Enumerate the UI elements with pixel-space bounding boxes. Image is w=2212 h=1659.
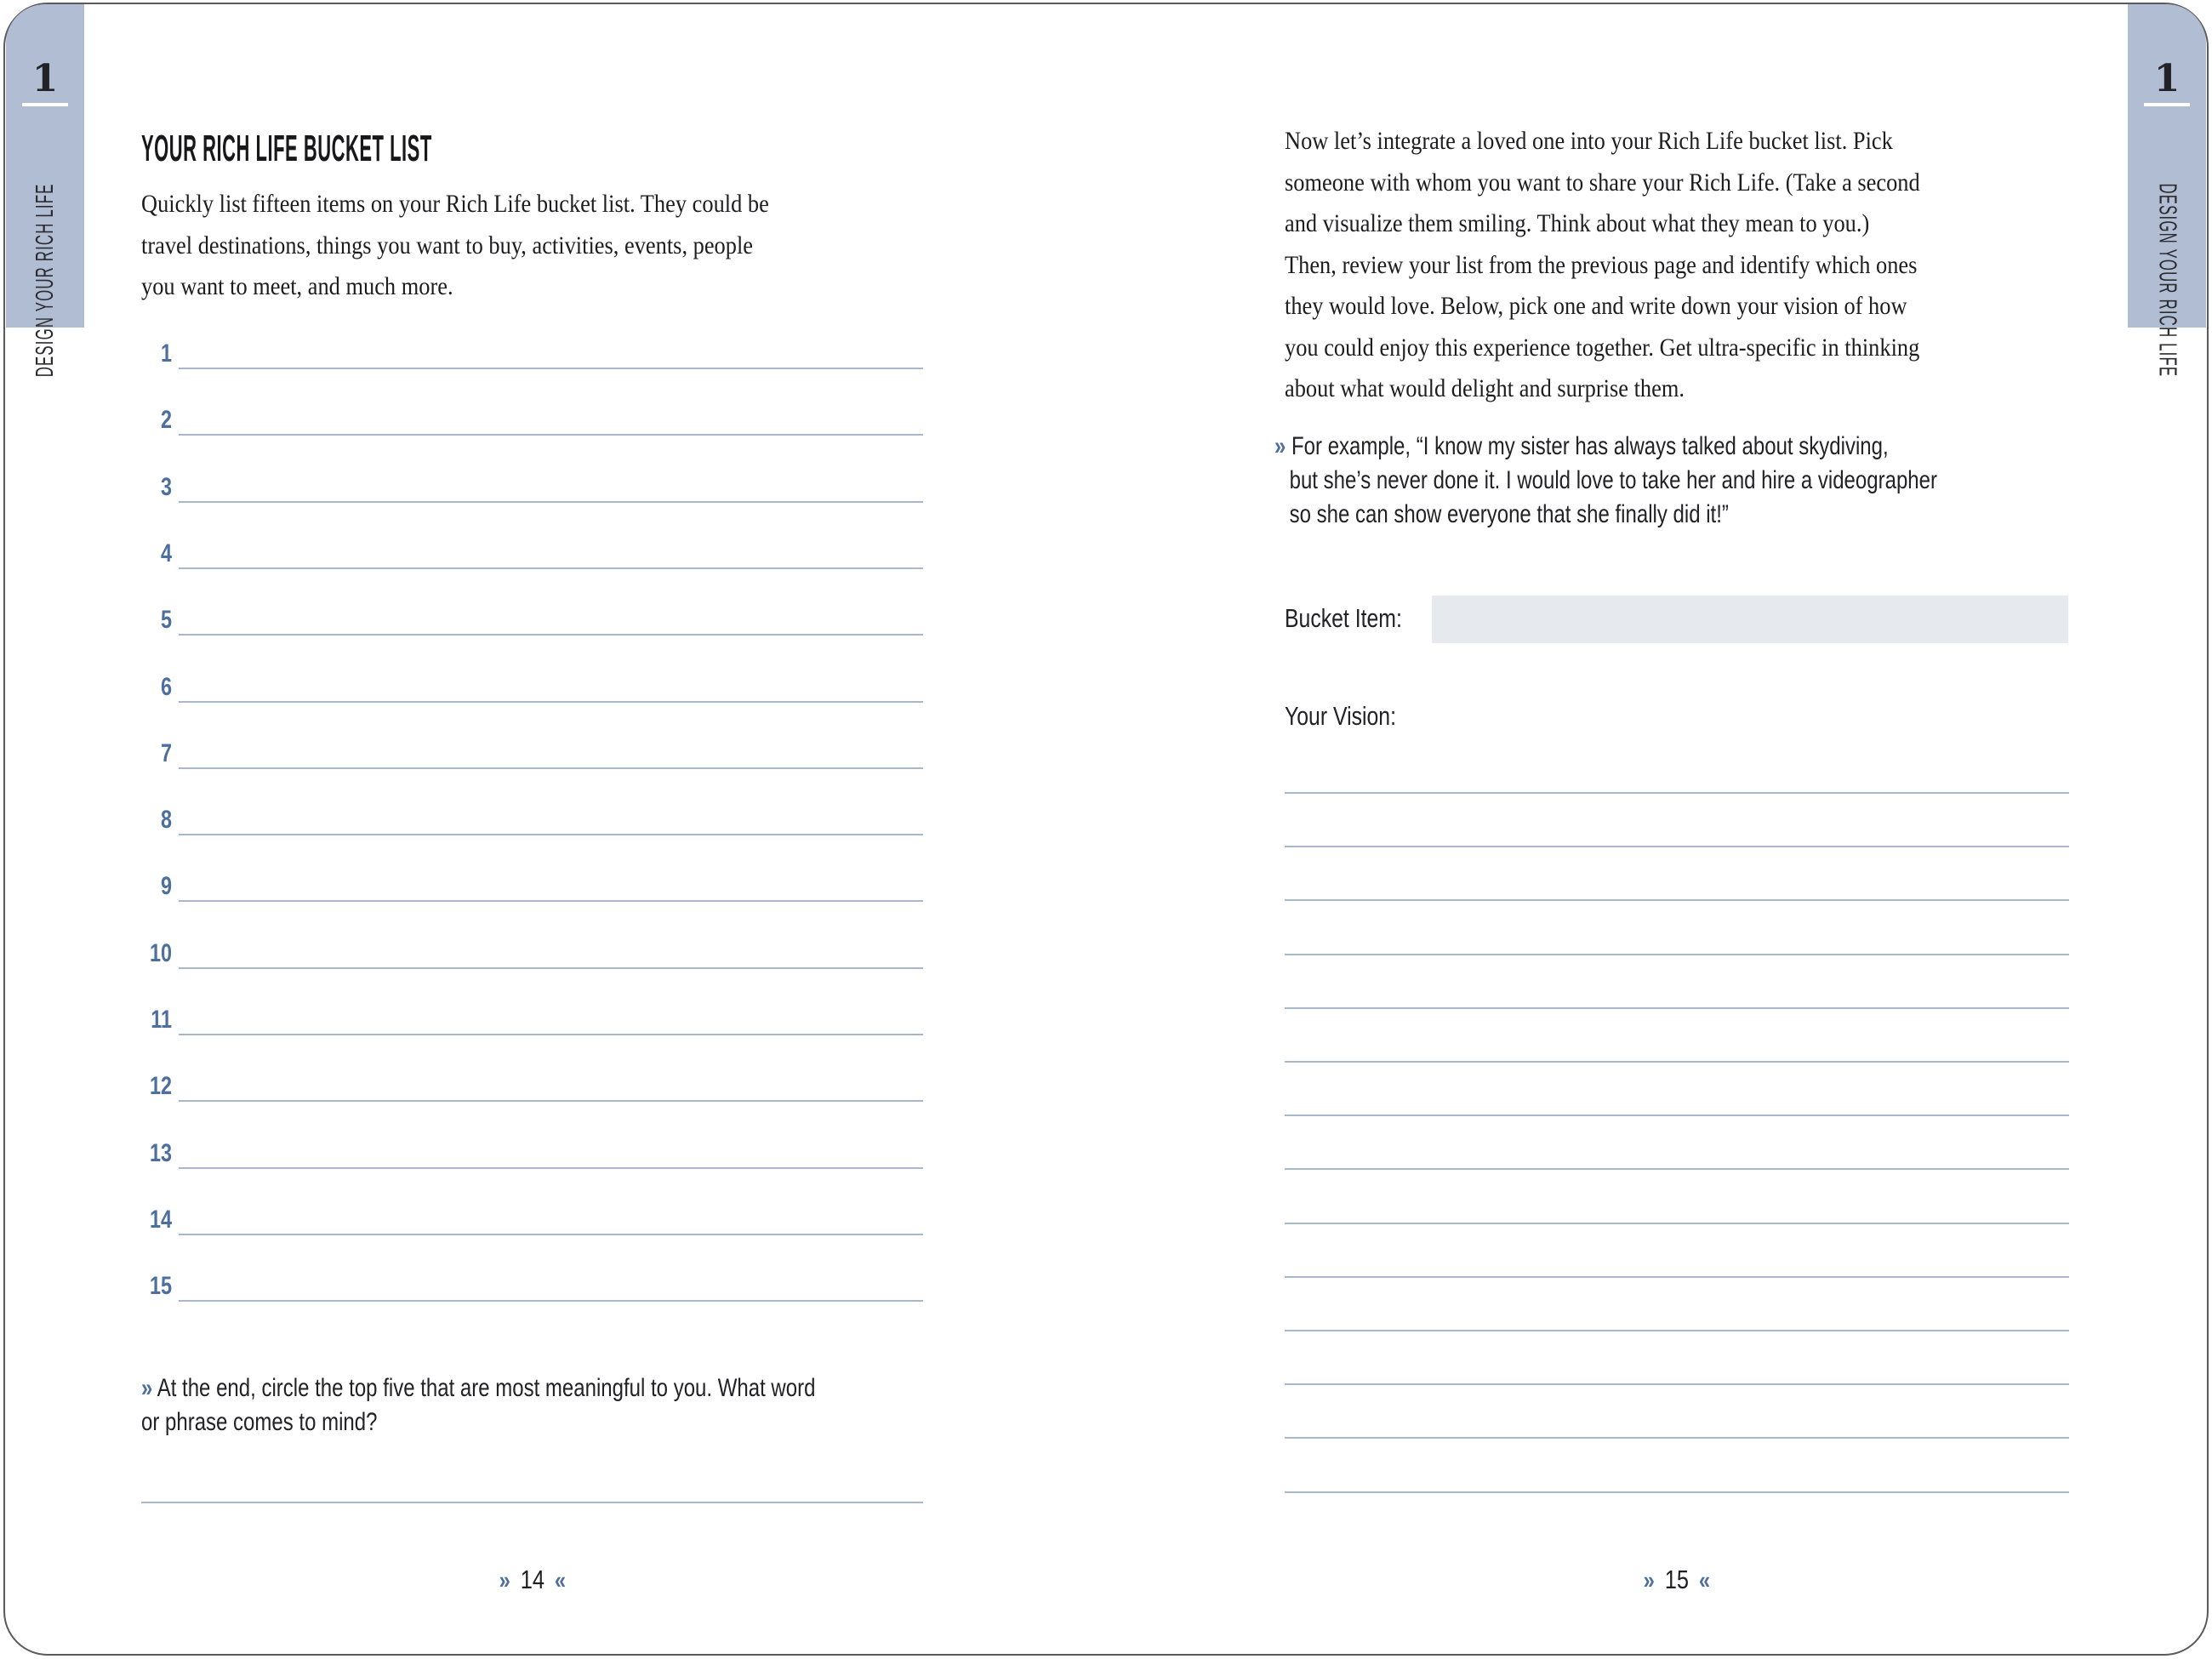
list-number: 14: [149, 1205, 172, 1234]
write-line[interactable]: [1285, 1437, 2069, 1439]
example-note: [1274, 430, 2091, 532]
write-line[interactable]: [179, 1167, 923, 1169]
write-line[interactable]: [179, 368, 923, 369]
guillemet-close-icon: «: [1698, 1567, 1711, 1594]
bucket-list-row: [141, 669, 923, 703]
bucket-item-label: [1285, 596, 1431, 641]
write-line[interactable]: [179, 767, 923, 769]
vision-label: [1285, 701, 1424, 732]
list-number: 2: [160, 406, 172, 435]
right-intro: [1285, 121, 2069, 410]
write-line[interactable]: [1285, 1276, 2069, 1278]
tab-label-wrap: [2128, 113, 2206, 378]
guillemet-open-icon: »: [499, 1567, 510, 1594]
list-number: 12: [149, 1072, 172, 1101]
example-line: so she can show everyone that she finally did it!”: [1289, 500, 1729, 528]
write-line[interactable]: [179, 501, 923, 503]
write-line[interactable]: [179, 434, 923, 436]
page-number: 15: [1664, 1565, 1690, 1594]
example-line: [1274, 430, 1928, 464]
list-number: 13: [149, 1138, 172, 1167]
bucket-list-row: [141, 1001, 923, 1035]
list-number: 4: [160, 539, 172, 567]
write-line[interactable]: [1285, 1330, 2069, 1331]
guillemet-icon: »: [1274, 432, 1286, 460]
page-number-left: [141, 1564, 923, 1601]
write-line[interactable]: [179, 634, 923, 636]
chapter-number: 1: [31, 57, 59, 100]
bucket-list: [141, 0, 923, 1327]
page-number: 14: [520, 1565, 544, 1594]
write-line[interactable]: [179, 834, 923, 835]
write-line[interactable]: [1285, 1061, 2069, 1063]
bucket-list-row: [141, 469, 923, 503]
intro-line: travel destinations, things you want to buy, activities, events, people: [141, 231, 754, 259]
bucket-list-row: [141, 335, 923, 369]
note-text: At the end, circle the top five that are most meaningful to you. What word: [157, 1374, 816, 1402]
bucket-list-row: [141, 1268, 923, 1302]
intro-line: Then, review your list from the previous page and identify which ones: [1285, 250, 1918, 279]
intro-line: you want to meet, and much more.: [141, 272, 453, 300]
write-line[interactable]: [1285, 1223, 2069, 1224]
write-line[interactable]: [1285, 846, 2069, 847]
intro-line: Now let’s integrate a loved one into your Rich Life bucket list. Pick: [1285, 127, 1893, 155]
chapter-title-vertical: DESIGN YOUR RICH LIFE: [2153, 183, 2181, 378]
guillemet-close-icon: «: [554, 1567, 566, 1594]
note-line: [141, 1371, 816, 1405]
write-line[interactable]: [179, 701, 923, 703]
write-line[interactable]: [1285, 792, 2069, 794]
write-line[interactable]: [179, 567, 923, 569]
intro-line: they would love. Below, pick one and write down your vision of how: [1285, 292, 1907, 320]
page-title: YOUR RICH LIFE BUCKET LIST: [141, 128, 432, 169]
intro-line: you could enjoy this experience together. Get ultra-specific in thinking: [1285, 333, 1920, 362]
bucket-list-row: [141, 601, 923, 636]
chapter-tab-right: [2128, 4, 2206, 378]
write-line[interactable]: [179, 967, 923, 969]
list-number: 7: [160, 738, 172, 767]
write-line[interactable]: [1285, 1115, 2069, 1116]
list-number: 10: [149, 938, 172, 967]
list-number: 8: [160, 806, 172, 835]
example-text: For example, “I know my sister has always talked about skydiving,: [1291, 432, 1889, 460]
write-line[interactable]: [1285, 954, 2069, 955]
list-number: 15: [149, 1272, 172, 1301]
bucket-list-row: [141, 1135, 923, 1169]
list-number: 11: [151, 1006, 172, 1034]
list-number: 5: [160, 606, 172, 635]
bucket-item-input[interactable]: [1432, 596, 2068, 643]
intro-line: and visualize them smiling. Think about what they mean to you.): [1285, 209, 1870, 237]
write-line[interactable]: [179, 900, 923, 902]
bucket-item-label-text: Bucket Item:: [1285, 603, 1402, 633]
vision-lines: [1285, 792, 2069, 1498]
bucket-list-row: [141, 1201, 923, 1235]
bucket-list-row: [141, 868, 923, 902]
list-number: 9: [160, 872, 172, 901]
write-line[interactable]: [1285, 1168, 2069, 1170]
list-number: 6: [160, 672, 172, 701]
tab-label-wrap: [6, 113, 84, 378]
chapter-tab-left: [6, 4, 84, 378]
write-line[interactable]: [141, 1502, 923, 1503]
bucket-list-row: [141, 935, 923, 969]
bucket-list-row: [141, 801, 923, 835]
intro-line: about what would delight and surprise them.: [1285, 374, 1685, 402]
bucket-list-row: [141, 535, 923, 569]
intro-line: someone with whom you want to share your Rich Life. (Take a second: [1285, 168, 1920, 197]
chapter-title-vertical: DESIGN YOUR RICH LIFE: [31, 183, 59, 378]
example-line: but she’s never done it. I would love to take her and hire a videographer: [1289, 466, 1937, 494]
guillemet-open-icon: »: [1643, 1567, 1656, 1594]
chapter-number: 1: [2153, 57, 2181, 100]
list-number: 3: [160, 472, 172, 501]
vision-label-text: Your Vision:: [1285, 701, 1396, 731]
write-line[interactable]: [179, 1300, 923, 1302]
bucket-list-row: [141, 735, 923, 769]
intro-line: Quickly list fifteen items on your Rich Life bucket list. They could be: [141, 190, 769, 218]
page-number-right: [1285, 1564, 2069, 1601]
write-line[interactable]: [1285, 1383, 2069, 1385]
tab-divider: [22, 103, 68, 106]
write-line[interactable]: [179, 1034, 923, 1035]
write-line[interactable]: [179, 1100, 923, 1102]
write-line[interactable]: [1285, 1007, 2069, 1009]
guillemet-icon: »: [141, 1374, 153, 1402]
write-line[interactable]: [1285, 1491, 2069, 1493]
write-line[interactable]: [1285, 899, 2069, 901]
note-line: or phrase comes to mind?: [141, 1408, 378, 1436]
list-number: 1: [160, 339, 172, 368]
bucket-list-row: [141, 402, 923, 436]
tab-divider: [2144, 103, 2190, 106]
bucket-list-row: [141, 1068, 923, 1102]
left-note: [141, 1371, 941, 1440]
write-line[interactable]: [179, 1234, 923, 1235]
